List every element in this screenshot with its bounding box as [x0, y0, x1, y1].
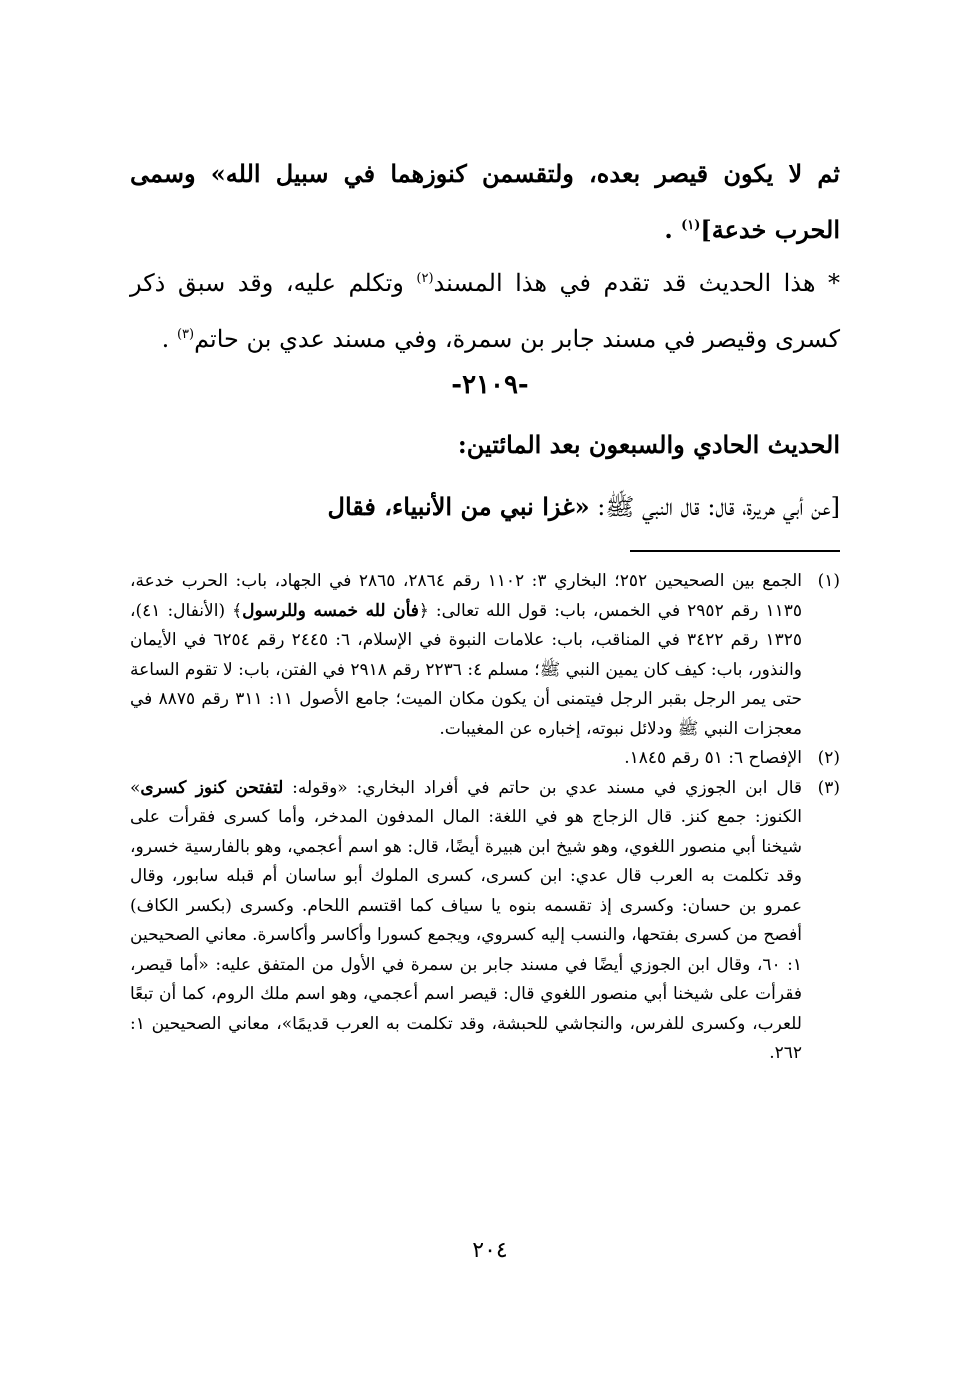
footnote-text-part: » الكنوز: جمع كنز. قال الزجاج هو في اللغة: المال المدفون المدخر، وأما كسرى فقرأت على شيخنا أبي منصور اللغوي، وهو شيخ ابن هبيرة أيضًا، قال: هو اسم أعجمي، وهو بالفارسية خسرو، وقد تكلمت به العرب قال عدي: ابن كسرى، كسرى الملوك أبو ساسان أم قبله سابور، وقال عمرو بن حسان: وكسرى إذ تقسمه بنوه يا سياف كما اقتسم اللحام. وكسرى (بكسر الكاف) أفصح من كسرى بفتحها، والنسب إليه كسروي، ويجمع كسورا وأكاسر وأكاسرة. معاني الصحيحين ١: ٦٠، وقال ابن الجوزي أيضًا في مسند جابر بن سمرة في الأول من المتفق عليه: «أما قيصر، فقرأت على شيخنا أبي منصور اللغوي قال: قيصر اسم أعجمي، وهو اسم ملك الروم، كما أن تبعًا للعرب، وكسرى للفرس، والنجاشي للحبشة، وقد تكلمت به العرب قديمًا»، معاني الصحيحين ١: ٢٦٢. — [130, 777, 802, 1063]
footnote-3 — [130, 774, 840, 1069]
footnote-divider — [630, 550, 840, 552]
footnote-text-part: الجمع بين الصحيحين ٢٥٢؛ البخاري ٣: ١١٠٢ رقم ٢٨٦٤، ٢٨٦٥ في الجهاد، باب: الحرب خدعة، ١١٣٥ رقم ٢٩٥٢ في الخمس، باب: قول الله تعالى: ﴿ — [130, 571, 802, 621]
footnote-ref-1[interactable]: (١) — [681, 218, 701, 233]
footnote-number: (٣) — [817, 777, 840, 798]
main-paragraph-1 — [130, 146, 840, 258]
hadith-quote: «غزا نبي من الأنبياء، فقال — [327, 492, 590, 521]
footnote-quran-verse: فأن لله خمسه وللرسول — [242, 600, 419, 621]
footnote-ref-2[interactable]: (٢) — [416, 271, 434, 286]
paragraph-1-tail: . — [664, 215, 682, 244]
hadith-number: -٢١٠٩- — [451, 370, 529, 400]
hadith-narrator: [عن أبي هريرة، قال: قال النبي ﷺ: — [589, 493, 840, 521]
hadith-opening-line — [130, 487, 840, 527]
footnote-number: (١) — [817, 571, 840, 591]
paragraph-2-part1: * هذا الحديث قد تقدم في هذا المسند — [433, 269, 840, 297]
paragraph-2-part2: وتكلم عليه، وقد سبق ذكر كسرى وقيصر في مسند جابر بن سمرة، وفي مسند عدي بن حاتم — [130, 269, 840, 353]
footnote-2 — [130, 744, 840, 774]
footnote-text — [130, 567, 802, 744]
footnotes-section — [130, 567, 840, 1069]
footnote-text — [130, 744, 802, 774]
footnote-text — [130, 774, 802, 1069]
hadith-heading: الحديث الحادي والسبعون بعد المائتين: — [457, 430, 840, 459]
footnote-quoted-phrase: لتفتحن كنوز كسرى — [140, 777, 284, 798]
footnote-text-part: ﴾ (الأنفال: ٤١)، ١٣٢٥ رقم ٣٤٢٢ في المناقب، باب: علامات النبوة في الإسلام، ٦: ٢٤٤٥ رقم ٦٢٥٤ في الأيمان والنذور، باب: كيف كان يمين النبي ﷺ؛ مسلم ٤: ٢٢٣٦ رقم ٢٩١٨ في الفتن، باب: لا تقوم الساعة حتى يمر الرجل بقبر الرجل فيتمنى أن يكون مكان الميت؛ جامع الأصول ١١: ٣١١ رقم ٨٨٧٥ في معجزات النبي ﷺ ودلائل نبوته، إخباره عن المغيبات. — [130, 600, 803, 739]
footnote-1 — [130, 567, 840, 744]
page-number: ٢٠٤ — [472, 1238, 508, 1263]
paragraph-1-text: ثم لا يكون قيصر بعده، ولتقسمن كنوزهما في سبيل الله» وسمى الحرب خدعة] — [130, 159, 840, 244]
footnote-text-part: الإفصاح ٦: ٥١ رقم ١٨٤٥. — [624, 748, 802, 768]
main-paragraph-2 — [130, 255, 840, 367]
paragraph-2-tail: . — [161, 325, 177, 353]
footnote-ref-3[interactable]: (٣) — [176, 327, 195, 342]
footnote-text-part: قال ابن الجوزي في مسند عدي بن حاتم في أفراد البخاري: «وقوله: — [283, 777, 803, 798]
footnote-number: (٢) — [817, 748, 840, 768]
